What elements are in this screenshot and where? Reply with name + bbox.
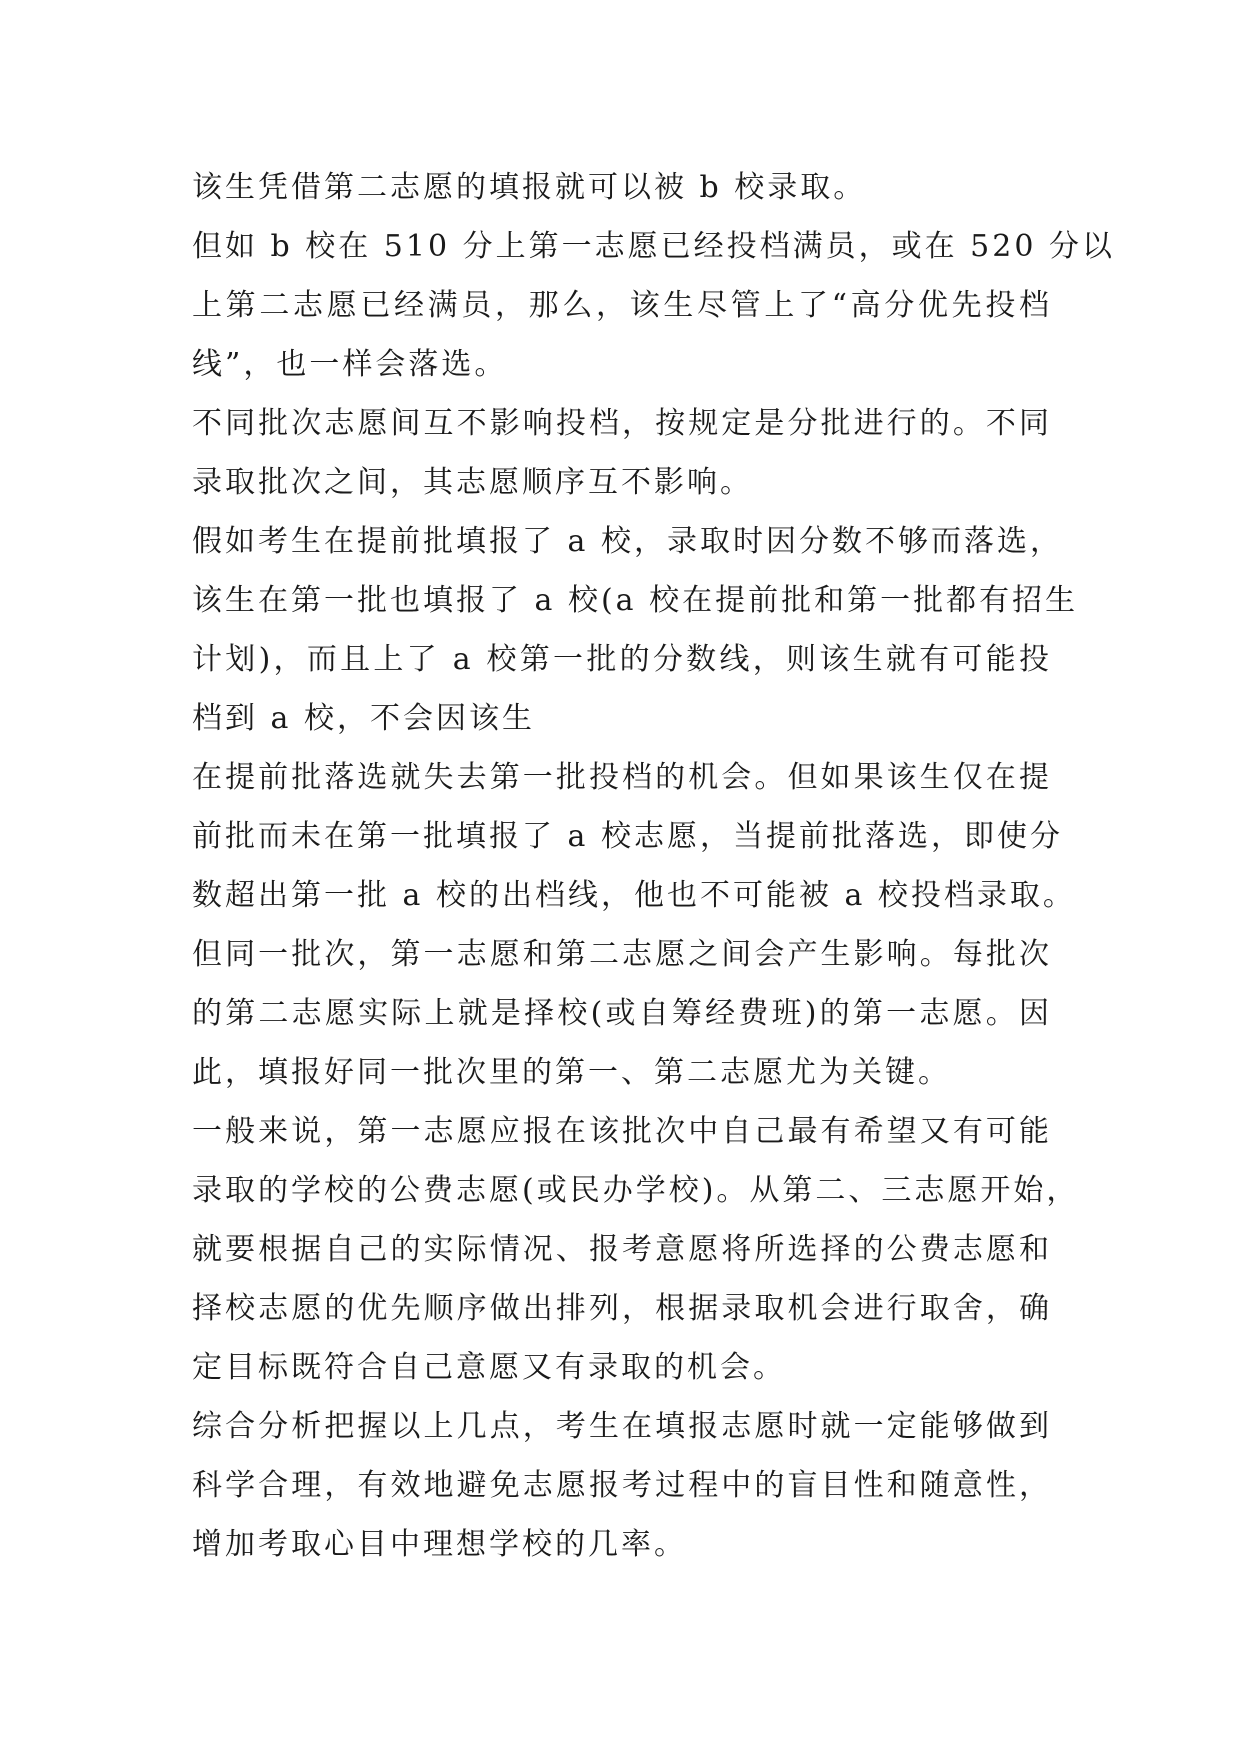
text-line: 假如考生在提前批填报了 a 校，录取时因分数不够而落选， (192, 524, 1063, 559)
text-line: 科学合理，有效地避免志愿报考过程中的盲目性和随意性， (192, 1468, 1052, 1503)
text-line: 此，填报好同一批次里的第一、第二志愿尤为关键。 (192, 1055, 951, 1090)
text-line: 但同一批次，第一志愿和第二志愿之间会产生影响。每批次 (192, 937, 1052, 972)
text-line: 计划)，而且上了 a 校第一批的分数线，则该生就有可能投 (192, 642, 1052, 677)
text-line: 线”，也一样会落选。 (192, 347, 508, 382)
text-line: 综合分析把握以上几点，考生在填报志愿时就一定能够做到 (192, 1409, 1052, 1444)
text-line: 档到 a 校，不会因该生 (192, 701, 535, 736)
text-line: 上第二志愿已经满员，那么，该生尽管上了“高分优先投档 (192, 288, 1052, 323)
text-line: 定目标既符合自己意愿又有录取的机会。 (192, 1350, 786, 1385)
text-line: 录取批次之间，其志愿顺序互不影响。 (192, 465, 753, 500)
text-line: 的第二志愿实际上就是择校(或自筹经费班)的第一志愿。因 (192, 996, 1052, 1031)
text-line: 一般来说，第一志愿应报在该批次中自己最有希望又有可能 (192, 1114, 1052, 1149)
text-line: 前批而未在第一批填报了 a 校志愿，当提前批落选，即使分 (192, 819, 1063, 854)
text-line: 数超出第一批 a 校的出档线，他也不可能被 a 校投档录取。 (192, 878, 1076, 913)
text-line: 该生在第一批也填报了 a 校(a 校在提前批和第一批都有招生 (192, 583, 1079, 618)
text-line: 该生凭借第二志愿的填报就可以被 b 校录取。 (192, 170, 867, 205)
document-body (192, 158, 1115, 1574)
text-line: 录取的学校的公费志愿(或民办学校)。从第二、三志愿开始， (192, 1173, 1080, 1208)
text-line: 择校志愿的优先顺序做出排列，根据录取机会进行取舍，确 (192, 1291, 1052, 1326)
text-line: 增加考取心目中理想学校的几率。 (192, 1527, 687, 1562)
text-line: 就要根据自己的实际情况、报考意愿将所选择的公费志愿和 (192, 1232, 1052, 1267)
text-line: 不同批次志愿间互不影响投档，按规定是分批进行的。不同 (192, 406, 1052, 441)
text-line: 在提前批落选就失去第一批投档的机会。但如果该生仅在提 (192, 760, 1052, 795)
text-line: 但如 b 校在 510 分上第一志愿已经投档满员，或在 520 分以 (192, 229, 1115, 264)
